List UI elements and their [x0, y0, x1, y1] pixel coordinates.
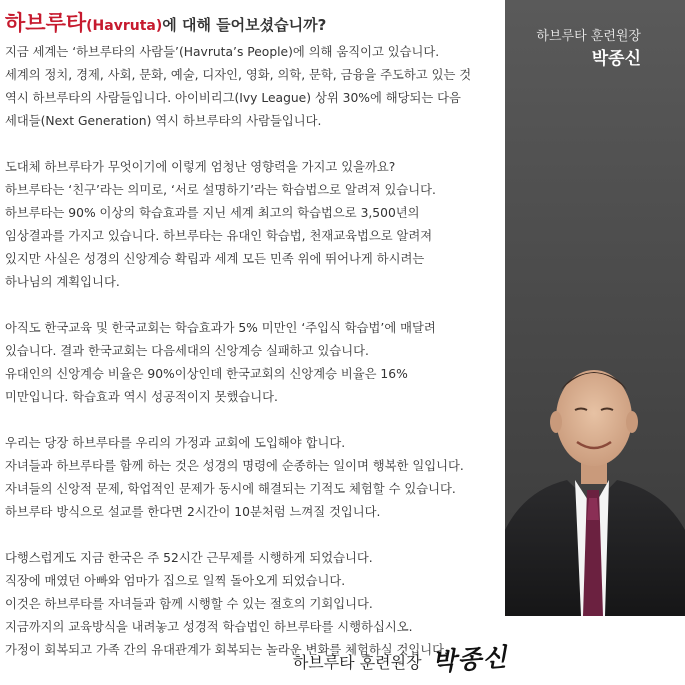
page-title — [5, 7, 326, 37]
paragraph-4 — [5, 432, 495, 524]
portrait-photo — [505, 330, 685, 616]
article-body — [5, 41, 495, 685]
text-line: 아직도 한국교육 및 한국교회는 학습효과가 5% 미만인 ‘주입식 학습법’에 매달려 — [5, 321, 436, 335]
text-line: 세대들(Next Generation) 역시 하브루타의 사람들입니다. — [5, 114, 322, 128]
paragraph-2 — [5, 156, 495, 294]
text-line: 우리는 당장 하브루타를 우리의 가정과 교회에 도입해야 합니다. — [5, 436, 346, 450]
signature-role: 하브루타 훈련원장 — [292, 653, 422, 672]
title-paren: (Havruta) — [86, 18, 163, 34]
text-line: 지금 세계는 ‘하브루타의 사람들’(Havruta’s People)에 의해 움직이고 있습니다. — [5, 45, 440, 59]
text-line: 있습니다. 결과 한국교회는 다음세대의 신앙계승 실패하고 있습니다. — [5, 344, 369, 358]
text-line: 세계의 정치, 경제, 사회, 문화, 예술, 디자인, 영화, 의학, 문학, 금융을 주도하고 있는 것 — [5, 68, 472, 82]
text-line: 자녀들의 신앙적 문제, 학업적인 문제가 동시에 해결되는 기적도 체험할 수 있습니다. — [5, 482, 456, 496]
sidebar-role: 하브루타 훈련원장 — [536, 29, 641, 44]
text-line: 임상결과를 가지고 있습니다. 하브루타는 유대인 학습법, 천재교육법으로 알려져 — [5, 229, 433, 243]
handwritten-signature: 박종신 — [430, 642, 509, 677]
text-line: 역시 하브루타의 사람들입니다. 아이비리그(Ivy League) 상위 30%에 해당되는 다음 — [5, 91, 461, 105]
text-line: 미만입니다. 학습효과 역시 성공적이지 못했습니다. — [5, 390, 278, 404]
text-line: 이것은 하브루타를 자녀들과 함께 시행할 수 있는 절호의 기회입니다. — [5, 597, 373, 611]
title-main: 하브루타 — [5, 11, 87, 35]
paragraph-1 — [5, 41, 495, 133]
text-line: 하브루타는 ‘친구’라는 의미로, ‘서로 설명하기’라는 학습법으로 알려져 있습니다. — [5, 183, 436, 197]
text-line: 하브루타 방식으로 설교를 한다면 2시간이 10분처럼 느껴질 것입니다. — [5, 505, 381, 519]
text-line: 지금까지의 교육방식을 내려놓고 성경적 학습법인 하브루타를 시행하십시오. — [5, 620, 413, 634]
text-line: 자녀들과 하브루타를 함께 하는 것은 성경의 명령에 순종하는 일이며 행복한 일입니다. — [5, 459, 464, 473]
title-rest: 에 대해 들어보셨습니까? — [162, 16, 327, 34]
text-line: 다행스럽게도 지금 한국은 주 52시간 근무제를 시행하게 되었습니다. — [5, 551, 373, 565]
text-line: 도대체 하브루타가 무엇이기에 이렇게 엄청난 영향력을 가지고 있을까요? — [5, 160, 396, 174]
text-line: 유대인의 신앙계승 비율은 90%이상인데 한국교회의 신앙계승 비율은 16% — [5, 367, 408, 381]
paragraph-3 — [5, 317, 495, 409]
profile-sidebar — [505, 0, 685, 616]
sidebar-name: 박종신 — [591, 49, 641, 69]
text-line: 가정이 회복되고 가족 간의 유대관계가 회복되는 놀라운 변화를 체험하실 것입니다. — [5, 643, 448, 657]
text-line: 있지만 사실은 성경의 신앙계승 확립과 세계 모든 민족 위에 뛰어나게 하시려는 — [5, 252, 425, 266]
text-line: 하브루타는 90% 이상의 학습효과를 지닌 세계 최고의 학습법으로 3,500년의 — [5, 206, 420, 220]
text-line: 하나님의 계획입니다. — [5, 275, 120, 289]
signature-block — [293, 640, 507, 676]
text-line: 직장에 매였던 아빠와 엄마가 집으로 일찍 돌아오게 되었습니다. — [5, 574, 346, 588]
